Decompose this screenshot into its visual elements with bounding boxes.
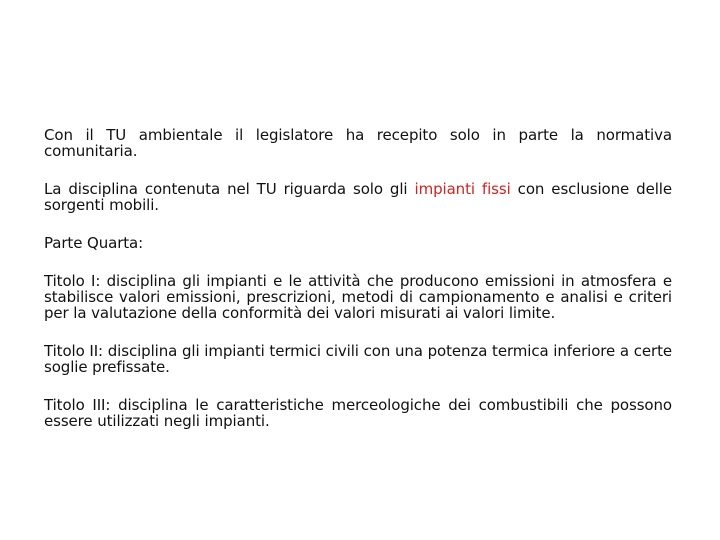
slide-body: [44, 127, 672, 451]
paragraph-disciplina-text-end: con esclusione delle sorgenti mobili.: [44, 180, 672, 214]
paragraph-parte-quarta-text: Parte Quarta:: [44, 234, 144, 252]
paragraph-titolo-2-text: Titolo II: disciplina gli impianti termici civili con una potenza termica inferiore a certe soglie prefissate.: [44, 342, 672, 376]
paragraph-disciplina-text-start: La disciplina contenuta nel TU riguarda solo gli: [44, 180, 415, 198]
paragraph-titolo-1-text: Titolo I: disciplina gli impianti e le attività che producono emissioni in atmosfera e stabilisce valori emissioni, prescrizioni, metodi di campionamento e analisi e criteri per la valutazione della conformità dei valori misurati ai valori limite.: [44, 272, 672, 322]
paragraph-disciplina: [44, 181, 672, 213]
paragraph-recepimento-text: Con il TU ambientale il legislatore ha recepito solo in parte la normativa comunitaria.: [44, 126, 672, 160]
paragraph-titolo-2: [44, 343, 672, 375]
paragraph-parte-quarta: [44, 235, 672, 251]
paragraph-titolo-3: [44, 397, 672, 429]
paragraph-titolo-1: [44, 273, 672, 321]
paragraph-recepimento: [44, 127, 672, 159]
highlighted-term-impianti-fissi: impianti fissi: [414, 180, 511, 198]
paragraph-titolo-3-text: Titolo III: disciplina le caratteristiche merceologiche dei combustibili che possono essere utilizzati negli impianti.: [44, 396, 672, 430]
